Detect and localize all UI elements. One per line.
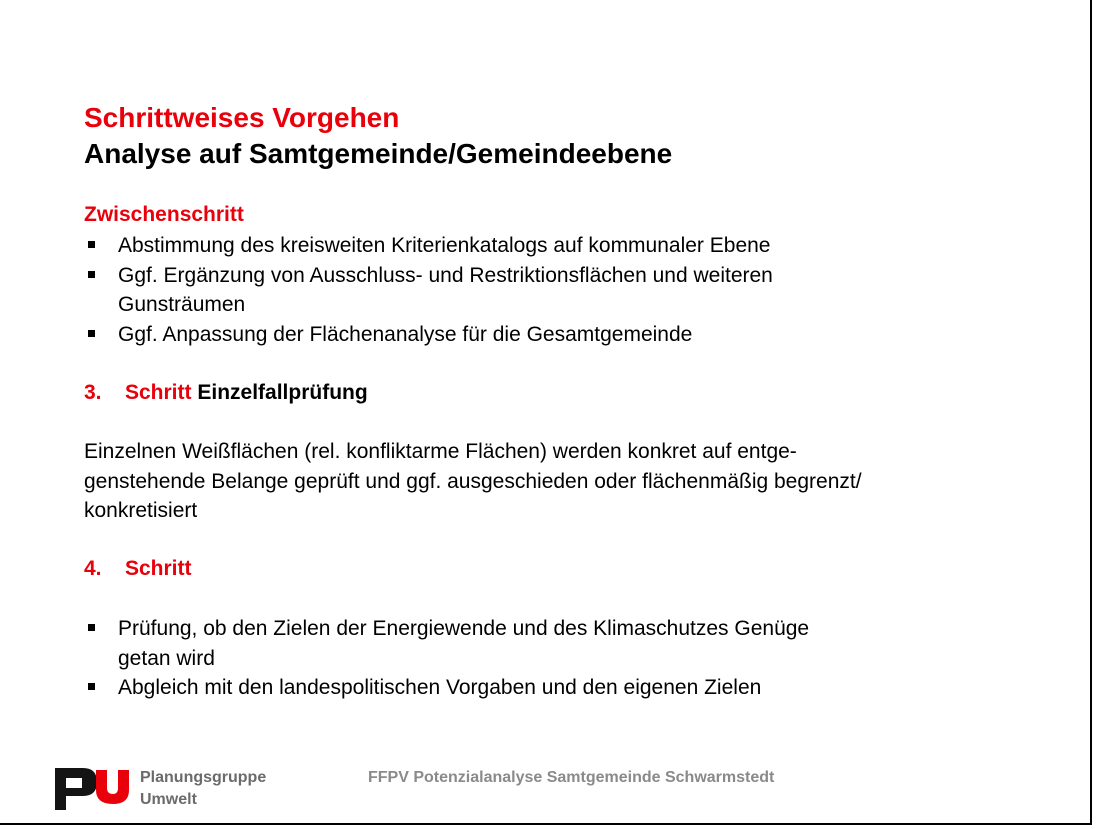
pu-logo-icon: [55, 766, 129, 815]
paragraph-line: genstehende Belange geprüft und ggf. ausgeschieden oder flächenmäßig begrenzt/: [84, 469, 862, 493]
list-item-text: Prüfung, ob den Zielen der Energiewende und des Klimaschutzes Genüge: [118, 617, 810, 640]
bullet-icon: [88, 624, 95, 631]
list-item: [84, 614, 809, 673]
slide-title: Schrittweises Vorgehen: [84, 102, 400, 133]
list-item: [84, 261, 773, 320]
slide-subtitle: Analyse auf Samtgemeinde/Gemeindeebene: [84, 138, 673, 169]
step-name: Einzelfallprüfung: [197, 381, 368, 404]
section-heading-zwischenschritt: Zwischenschritt: [84, 203, 244, 226]
footer-organization: [140, 767, 266, 811]
step3-paragraph: [84, 437, 1044, 526]
list-item-text: Ggf. Anpassung der Flächenanalyse für die Gesamtgemeinde: [118, 322, 693, 346]
step-label: Schritt: [125, 557, 192, 580]
bullet-icon: [88, 241, 95, 248]
list-item: [84, 231, 773, 261]
footer-org-line: Planungsgruppe: [140, 769, 267, 786]
step-label: Schritt: [125, 381, 192, 404]
paragraph-line: konkretisiert: [84, 499, 198, 522]
list-item-text: getan wird: [118, 646, 215, 670]
section-heading-step3: [84, 380, 368, 406]
list-item-text: Abstimmung des kreisweiten Kriterienkatalogs auf kommunaler Ebene: [118, 234, 771, 257]
zwischenschritt-list: [84, 231, 773, 349]
step-number: 3.: [84, 381, 102, 404]
footer-document-title: FFPV Potenzialanalyse Samtgemeinde Schwarmstedt: [368, 769, 775, 786]
list-item-text: Abgleich mit den landespolitischen Vorgaben und den eigenen Zielen: [118, 676, 762, 699]
bullet-icon: [88, 683, 95, 690]
step4-list: [84, 614, 809, 703]
list-item: [84, 320, 773, 350]
step-number: 4.: [84, 557, 102, 580]
bullet-icon: [88, 271, 95, 278]
list-item: [84, 673, 809, 703]
footer-org-line: Umwelt: [140, 791, 197, 808]
list-item-text: Gunsträumen: [118, 293, 246, 316]
bullet-icon: [88, 330, 95, 337]
list-item-text: Ggf. Ergänzung von Ausschluss- und Restriktionsflächen und weiteren: [118, 263, 773, 287]
section-heading-step4: [84, 556, 192, 582]
paragraph-line: Einzelnen Weißflächen (rel. konfliktarme Flächen) werden konkret auf entge-: [84, 440, 797, 463]
